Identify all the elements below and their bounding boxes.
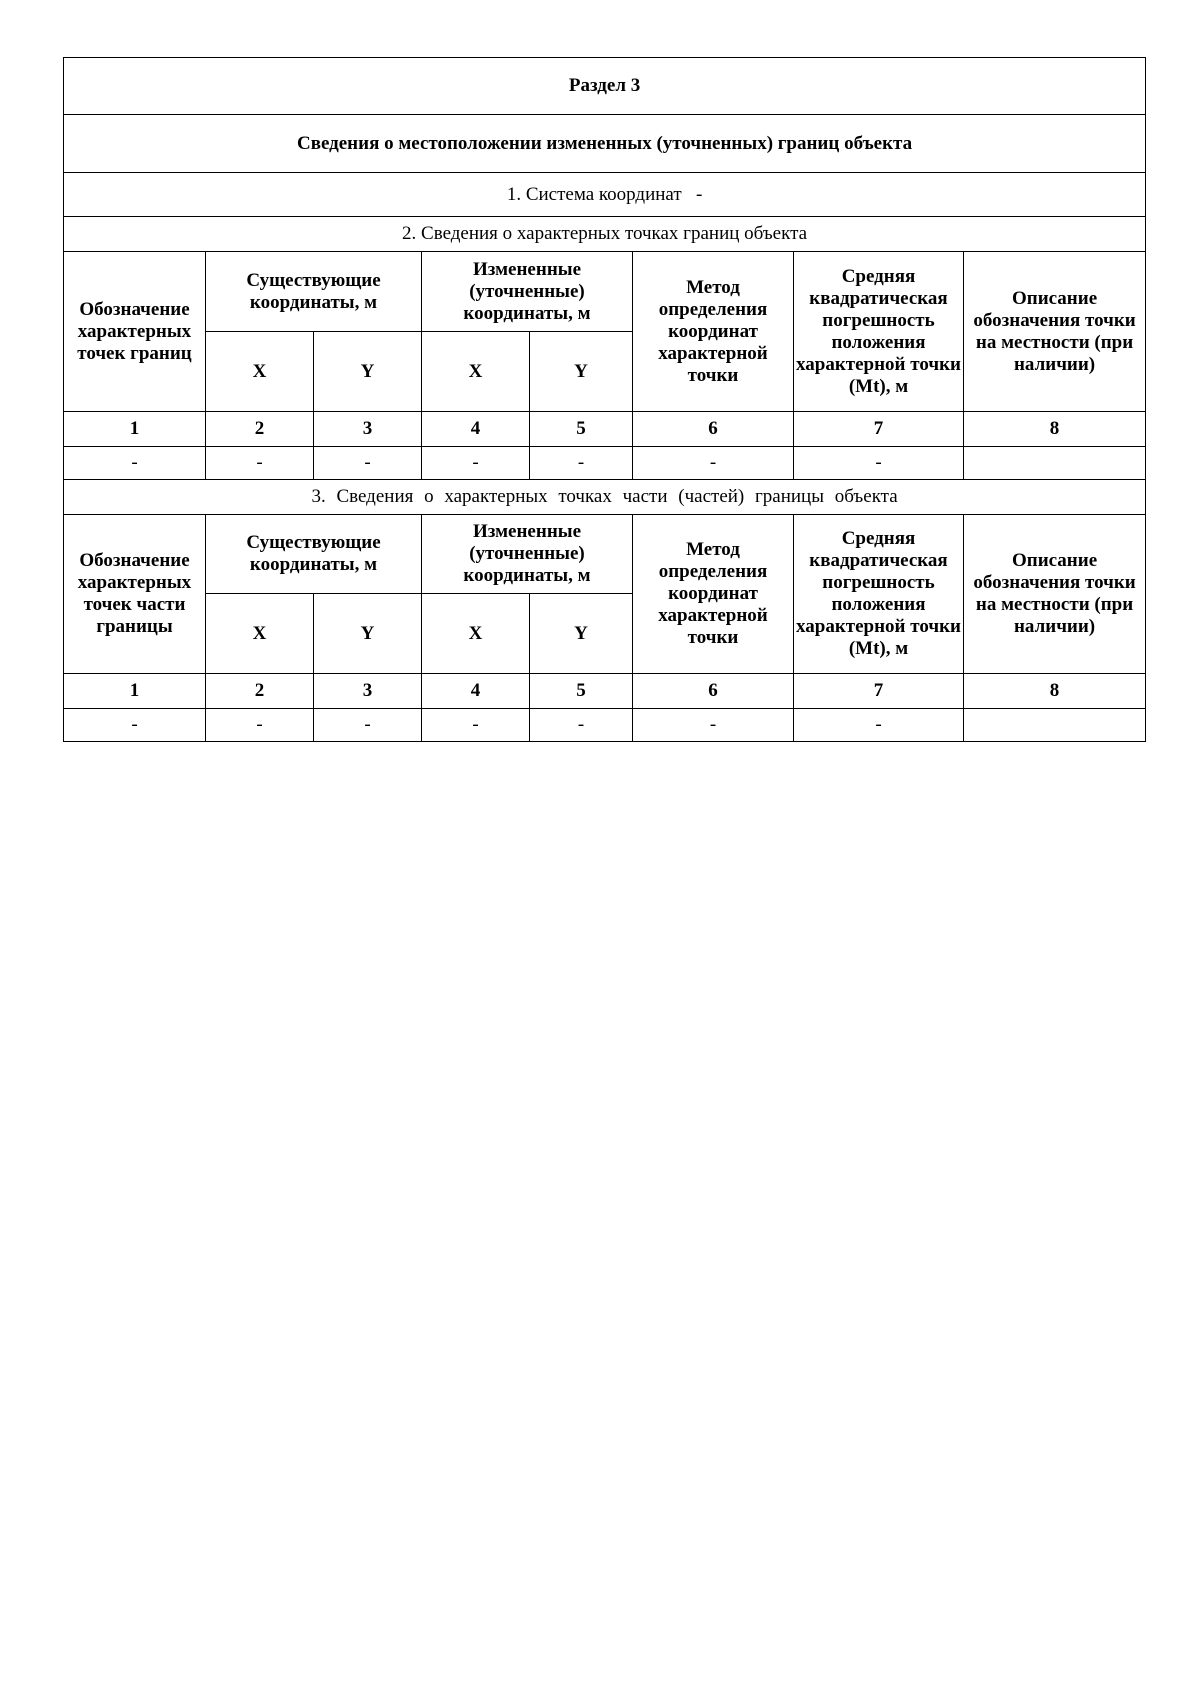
table1-colnum: 4 — [422, 412, 530, 447]
table1-header-method: Метод определения координат характерной точки — [633, 252, 794, 412]
table2-header-y-changed: Y — [530, 594, 633, 674]
table2-colnum: 6 — [633, 674, 794, 709]
table2-cell: - — [64, 709, 206, 742]
table2-colnum: 5 — [530, 674, 633, 709]
table2-colnum: 8 — [964, 674, 1146, 709]
table1-cell: - — [206, 447, 314, 480]
table1-colnum: 7 — [794, 412, 964, 447]
table1-cell — [964, 447, 1146, 480]
table1-colnum: 1 — [64, 412, 206, 447]
table1-cell: - — [422, 447, 530, 480]
table1-colnum: 3 — [314, 412, 422, 447]
table1-header-existing-coords: Существующие координаты, м — [206, 252, 422, 332]
table1-header-changed-coords: Измененные (уточненные) координаты, м — [422, 252, 633, 332]
table2-header-error: Средняя квадратическая погрешность положения характерной точки (Mt), м — [794, 515, 964, 674]
table1-header-point-designation: Обозначение характерных точек границ — [64, 252, 206, 412]
table1-cell: - — [633, 447, 794, 480]
table2-cell: - — [314, 709, 422, 742]
table1-cell: - — [64, 447, 206, 480]
coord-system-label: 1. Система координат — [506, 183, 682, 205]
table2-header-x-changed: X — [422, 594, 530, 674]
table2-header-point-designation: Обозначение характерных точек части границы — [64, 515, 206, 674]
table2-header-method: Метод определения координат характерной точки — [633, 515, 794, 674]
table1-header-error: Средняя квадратическая погрешность положения характерной точки (Mt), м — [794, 252, 964, 412]
table1-colnum: 8 — [964, 412, 1146, 447]
table2-cell: - — [633, 709, 794, 742]
table2-colnum: 3 — [314, 674, 422, 709]
table1-header-y-existing: Y — [314, 332, 422, 412]
table2-cell: - — [794, 709, 964, 742]
section-table — [63, 57, 1146, 742]
table2-header-x-existing: X — [206, 594, 314, 674]
table2-cell: - — [530, 709, 633, 742]
table1-header-y-changed: Y — [530, 332, 633, 412]
section-title: Раздел 3 — [64, 58, 1146, 115]
table1-colnum: 5 — [530, 412, 633, 447]
table2-header-changed-coords: Измененные (уточненные) координаты, м — [422, 515, 633, 594]
table1-colnum: 6 — [633, 412, 794, 447]
coord-system-value: - — [695, 183, 703, 205]
table2-colnum: 4 — [422, 674, 530, 709]
table1-header-x-existing: X — [206, 332, 314, 412]
table2-colnum: 2 — [206, 674, 314, 709]
table2-cell: - — [422, 709, 530, 742]
table2-colnum: 1 — [64, 674, 206, 709]
table2-header-y-existing: Y — [314, 594, 422, 674]
table1-header-x-changed: X — [422, 332, 530, 412]
table2-cell — [964, 709, 1146, 742]
table2-cell: - — [206, 709, 314, 742]
table1-heading: 2. Сведения о характерных точках границ объекта — [64, 217, 1146, 252]
table2-colnum: 7 — [794, 674, 964, 709]
table2-header-description: Описание обозначения точки на местности (при наличии) — [964, 515, 1146, 674]
coord-system-row — [64, 173, 1146, 217]
section-subtitle: Сведения о местоположении измененных (уточненных) границ объекта — [64, 115, 1146, 173]
table1-colnum: 2 — [206, 412, 314, 447]
table-row — [64, 447, 1146, 480]
table2-header-existing-coords: Существующие координаты, м — [206, 515, 422, 594]
table1-cell: - — [794, 447, 964, 480]
table-row — [64, 709, 1146, 742]
table2-heading: 3. Сведения о характерных точках части (частей) границы объекта — [64, 480, 1146, 515]
table1-cell: - — [314, 447, 422, 480]
table1-cell: - — [530, 447, 633, 480]
table1-header-description: Описание обозначения точки на местности (при наличии) — [964, 252, 1146, 412]
